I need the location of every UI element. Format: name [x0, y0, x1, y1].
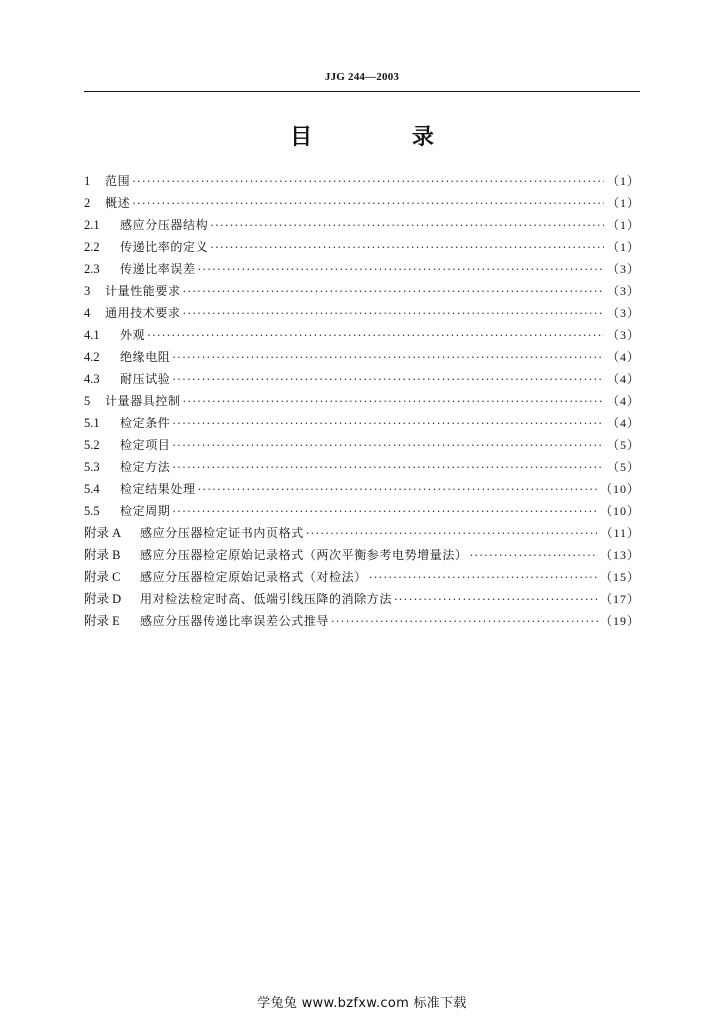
toc-entry[interactable] — [84, 566, 640, 588]
toc-entry-number: 4 — [84, 306, 91, 320]
toc-entry-page: （19） — [599, 614, 640, 628]
toc-entry-page: （1） — [606, 174, 640, 188]
toc-entry-number: 4.1 — [84, 328, 100, 342]
toc-entry-title: 感应分压器检定证书内页格式 — [140, 526, 304, 540]
toc-entry-title: 用对检法检定时高、低端引线压降的消除方法 — [140, 592, 393, 606]
toc-entry[interactable] — [84, 258, 640, 280]
toc-entry-title: 外观 — [120, 328, 146, 342]
toc-entry-title: 感应分压器检定原始记录格式（两次平衡参考电势增量法） — [140, 548, 468, 562]
toc-entry-page: （4） — [606, 416, 640, 430]
toc-entry-number: 4.3 — [84, 372, 100, 386]
toc-entry-title: 感应分压器结构 — [120, 218, 209, 232]
toc-entry-number: 2 — [84, 196, 91, 210]
toc-entry-title: 范围 — [105, 174, 131, 188]
toc-dot-leader — [172, 347, 604, 369]
toc-entry[interactable] — [84, 500, 640, 522]
toc-dot-leader — [172, 435, 604, 457]
toc-entry[interactable] — [84, 434, 640, 456]
table-of-contents — [84, 170, 640, 632]
toc-entry[interactable] — [84, 324, 640, 346]
toc-dot-leader — [198, 479, 598, 501]
toc-entry-page: （17） — [599, 592, 640, 606]
toc-entry[interactable] — [84, 192, 640, 214]
toc-entry-number: 5.2 — [84, 438, 100, 452]
toc-title: 目 录 — [290, 125, 480, 150]
toc-entry-page: （3） — [606, 262, 640, 276]
toc-dot-leader — [132, 171, 604, 193]
toc-entry[interactable] — [84, 368, 640, 390]
toc-dot-leader — [183, 391, 604, 413]
toc-entry-number: 2.3 — [84, 262, 100, 276]
toc-dot-leader — [210, 237, 604, 259]
toc-entry[interactable] — [84, 390, 640, 412]
toc-entry-number: 附录 E — [84, 614, 120, 628]
toc-entry-number: 5.3 — [84, 460, 100, 474]
toc-entry-page: （4） — [606, 372, 640, 386]
toc-dot-leader — [172, 457, 604, 479]
toc-entry[interactable] — [84, 478, 640, 500]
toc-entry-title: 感应分压器传递比率误差公式推导 — [140, 614, 330, 628]
toc-entry[interactable] — [84, 544, 640, 566]
toc-entry-page: （15） — [599, 570, 640, 584]
footer-watermark-text: 学兔兔 www.bzfxw.com 标准下载 — [257, 996, 467, 1011]
toc-dot-leader — [369, 567, 598, 589]
toc-entry-title: 感应分压器检定原始记录格式（对检法） — [140, 570, 367, 584]
toc-entry-number: 附录 D — [84, 592, 122, 606]
toc-entry-page: （13） — [599, 548, 640, 562]
toc-entry-page: （11） — [600, 526, 640, 540]
toc-dot-leader — [147, 325, 604, 347]
toc-entry-page: （3） — [606, 284, 640, 298]
toc-entry-title: 检定条件 — [120, 416, 171, 430]
toc-entry-title: 概述 — [105, 196, 131, 210]
toc-entry-page: （4） — [606, 394, 640, 408]
header-divider — [84, 91, 640, 92]
standard-code-header: JJG 244—2003 — [324, 71, 400, 83]
toc-dot-leader — [470, 545, 598, 567]
toc-entry-title: 绝缘电阻 — [120, 350, 171, 364]
toc-entry-page: （10） — [599, 482, 640, 496]
toc-entry-number: 4.2 — [84, 350, 100, 364]
toc-dot-leader — [183, 281, 604, 303]
toc-entry[interactable] — [84, 346, 640, 368]
toc-dot-leader — [306, 523, 599, 545]
toc-entry[interactable] — [84, 588, 640, 610]
toc-entry-title: 通用技术要求 — [105, 306, 181, 320]
toc-entry-number: 附录 C — [84, 570, 121, 584]
toc-entry-page: （3） — [606, 328, 640, 342]
toc-entry-page: （4） — [606, 350, 640, 364]
toc-dot-leader — [172, 501, 598, 523]
toc-entry-number: 5.4 — [84, 482, 100, 496]
toc-entry-title: 耐压试验 — [120, 372, 171, 386]
toc-entry-page: （5） — [606, 438, 640, 452]
toc-entry-title: 检定周期 — [120, 504, 171, 518]
toc-dot-leader — [394, 589, 598, 611]
toc-entry-number: 1 — [84, 174, 91, 188]
toc-entry-title: 计量性能要求 — [105, 284, 181, 298]
toc-entry-page: （1） — [606, 196, 640, 210]
toc-entry[interactable] — [84, 456, 640, 478]
toc-entry-number: 5.1 — [84, 416, 100, 430]
toc-dot-leader — [198, 259, 604, 281]
toc-dot-leader — [183, 303, 604, 325]
toc-entry[interactable] — [84, 280, 640, 302]
toc-entry-page: （1） — [606, 240, 640, 254]
toc-entry-number: 附录 A — [84, 526, 122, 540]
toc-entry[interactable] — [84, 412, 640, 434]
toc-entry-number: 3 — [84, 284, 91, 298]
toc-entry-number: 2.2 — [84, 240, 100, 254]
toc-entry[interactable] — [84, 610, 640, 632]
toc-entry-page: （5） — [606, 460, 640, 474]
toc-dot-leader — [172, 413, 604, 435]
toc-entry[interactable] — [84, 302, 640, 324]
toc-entry-title: 检定项目 — [120, 438, 171, 452]
toc-dot-leader — [331, 611, 598, 633]
toc-entry-number: 附录 B — [84, 548, 121, 562]
toc-entry-page: （10） — [599, 504, 640, 518]
toc-entry-number: 5.5 — [84, 504, 100, 518]
toc-entry-number: 5 — [84, 394, 91, 408]
toc-entry[interactable] — [84, 522, 640, 544]
toc-dot-leader — [132, 193, 604, 215]
toc-entry-title: 计量器具控制 — [105, 394, 181, 408]
toc-entry-title: 检定方法 — [120, 460, 171, 474]
toc-entry-number: 2.1 — [84, 218, 100, 232]
toc-entry-title: 传递比率误差 — [120, 262, 196, 276]
toc-dot-leader — [172, 369, 604, 391]
toc-entry-page: （3） — [606, 306, 640, 320]
toc-entry[interactable] — [84, 214, 640, 236]
toc-entry-page: （1） — [606, 218, 640, 232]
toc-entry[interactable] — [84, 170, 640, 192]
toc-entry-title: 检定结果处理 — [120, 482, 196, 496]
toc-dot-leader — [210, 215, 604, 237]
toc-entry-title: 传递比率的定义 — [120, 240, 209, 254]
toc-entry[interactable] — [84, 236, 640, 258]
